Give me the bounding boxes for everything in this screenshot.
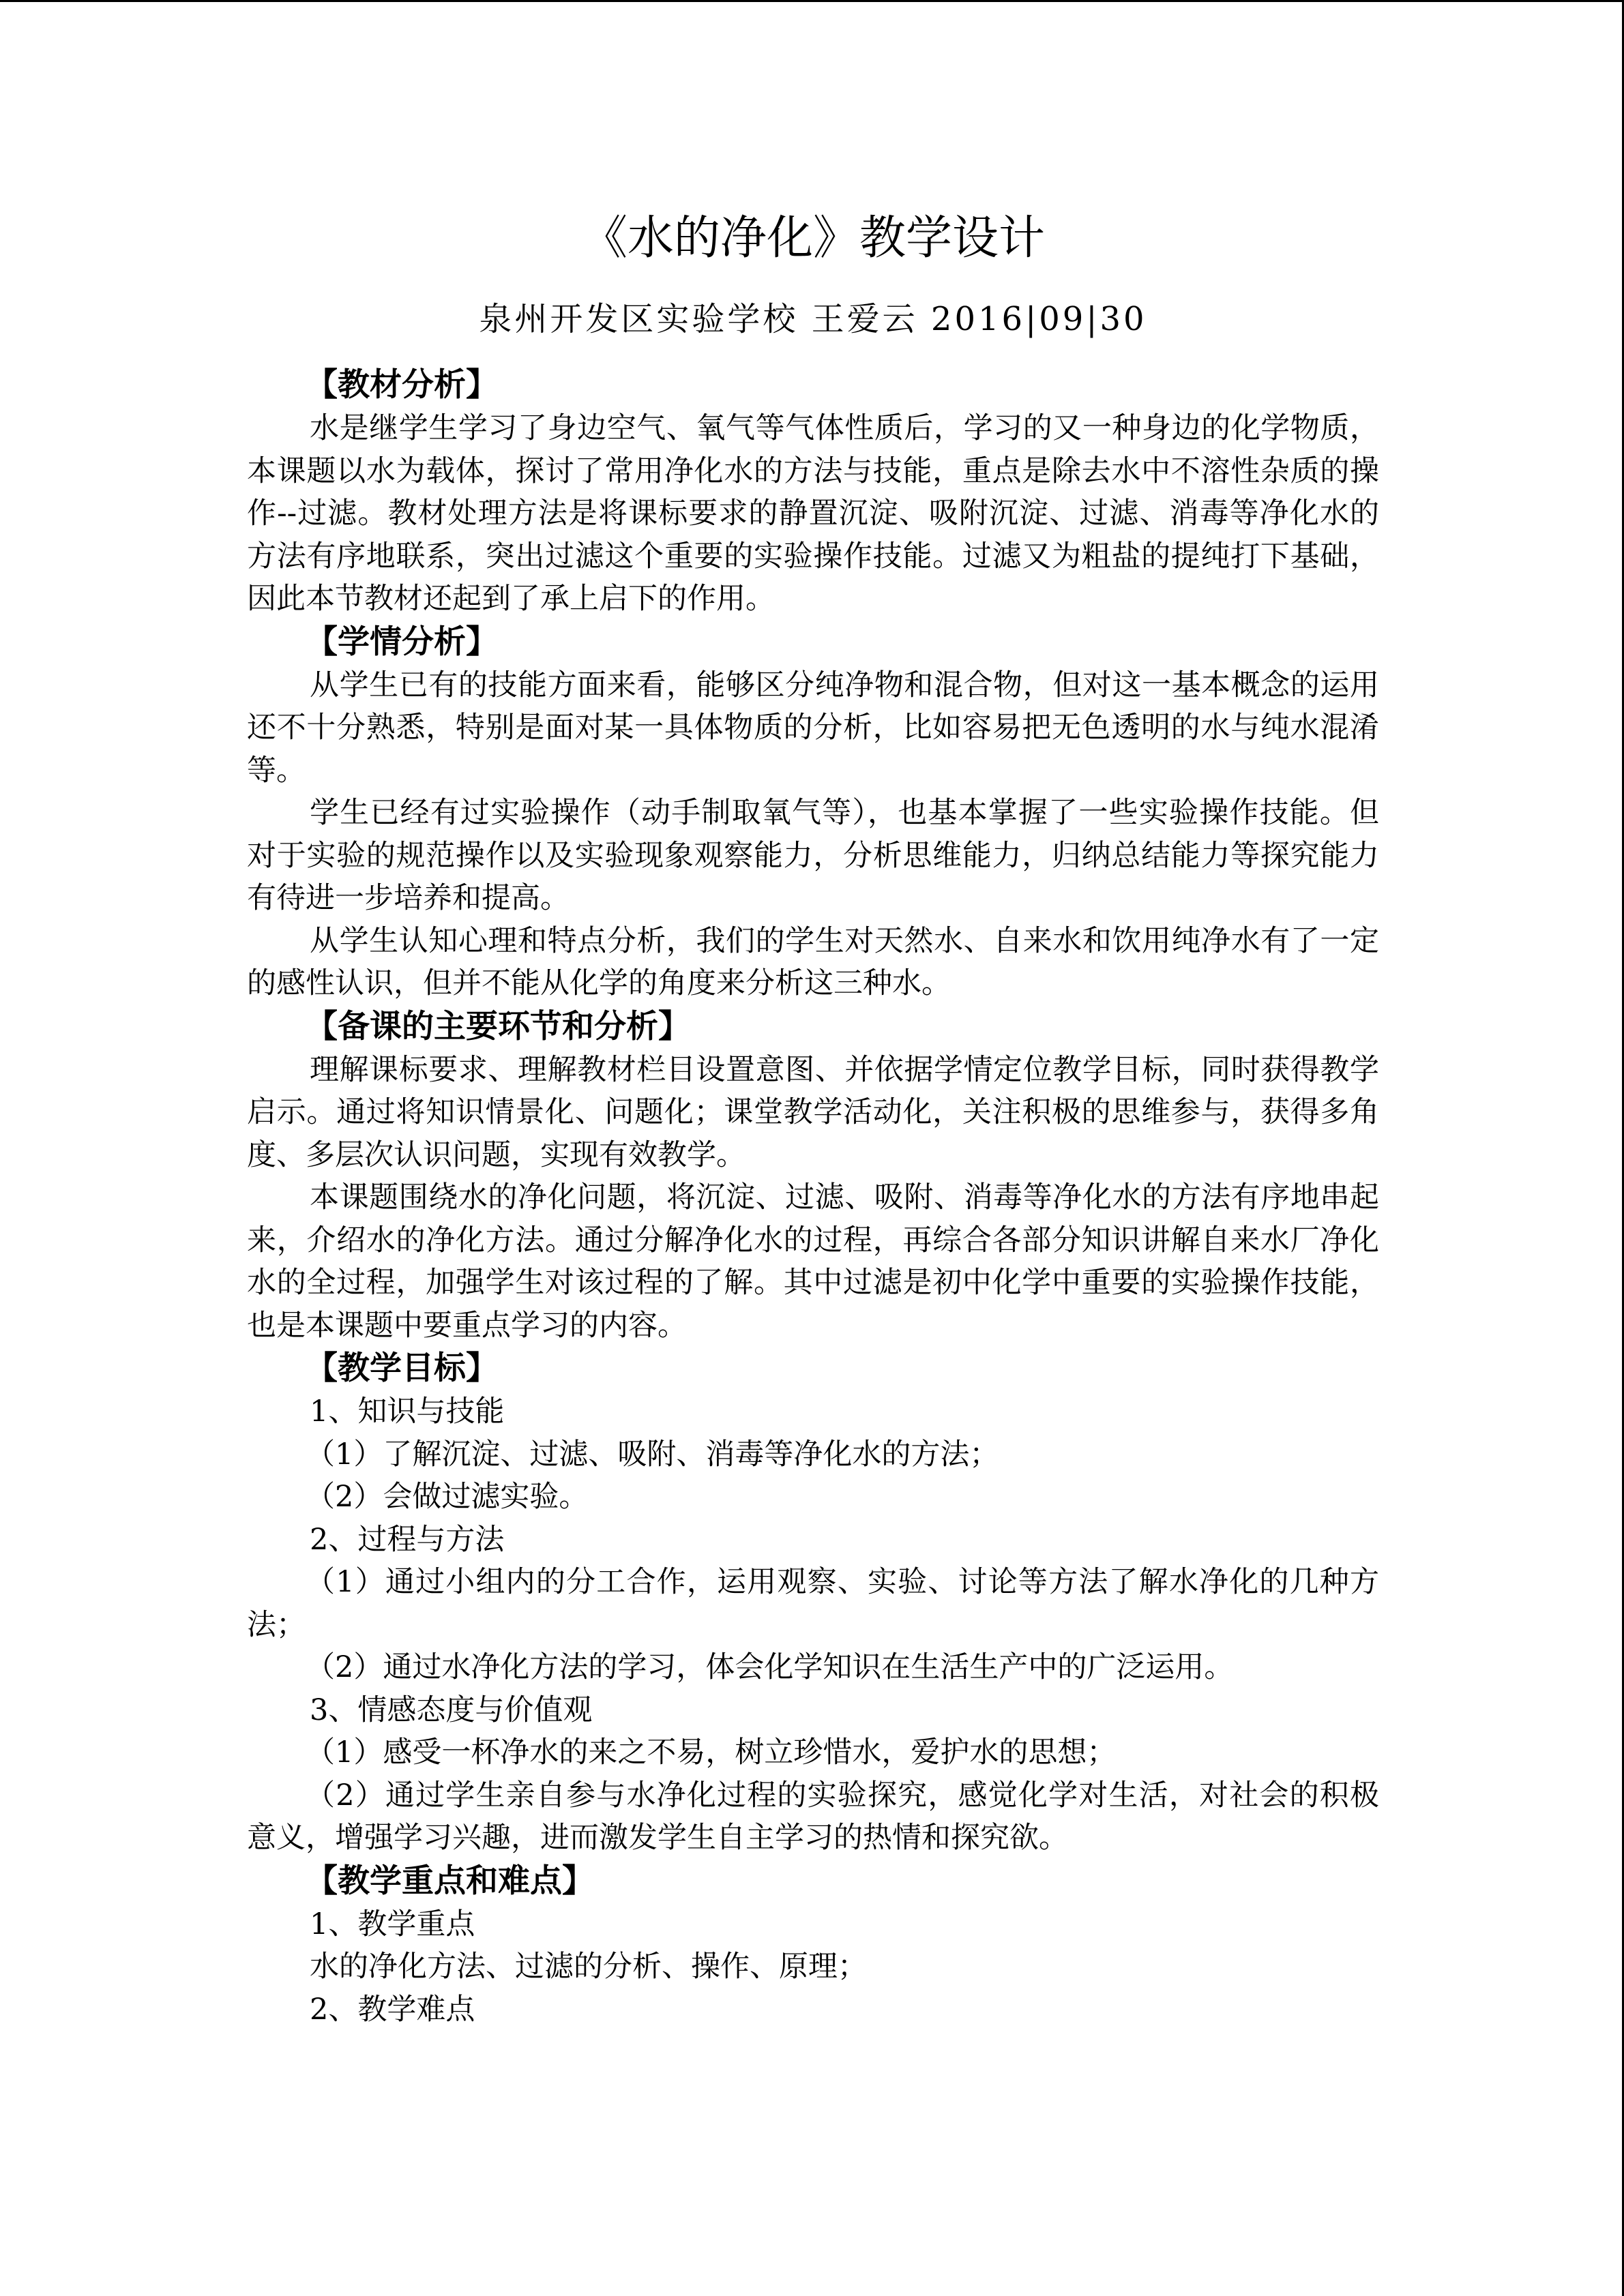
goal-item: （1）了解沉淀、过滤、吸附、消毒等净化水的方法； xyxy=(306,1437,999,1472)
heading-material-analysis: 【教材分析】 xyxy=(306,366,498,404)
document-body xyxy=(247,363,1379,2031)
keypoint-item: 水的净化方法、过滤的分析、操作、原理； xyxy=(310,1950,867,1984)
goal-item: （1）感受一杯净水的来之不易，树立珍惜水，爱护水的思想； xyxy=(306,1735,1117,1770)
paragraph: 本课题围绕水的净化问题，将沉淀、过滤、吸附、消毒等净化水的方法有序地串起来，介绍水的净化方法。通过分解净化水的过程，再综合各部分知识讲解自来水厂净化水的全过程，加强学生对该过程的了解。其中过滤是初中化学中重要的实验操作技能，也是本课题中要重点学习的内容。 xyxy=(247,1180,1379,1343)
page-border-top xyxy=(0,0,1624,2)
heading-lesson-prep: 【备课的主要环节和分析】 xyxy=(306,1007,690,1045)
goal-item: （1）通过小组内的分工合作，运用观察、实验、讨论等方法了解水净化的几种方法； xyxy=(247,1565,1379,1642)
goal-item: 3、情感态度与价值观 xyxy=(310,1693,593,1727)
goal-item: （2）会做过滤实验。 xyxy=(306,1480,589,1514)
paragraph: 学生已经有过实验操作（动手制取氧气等），也基本掌握了一些实验操作技能。但对于实验的规范操作以及实验现象观察能力，分析思维能力，归纳总结能力等探究能力有待进一步培养和提高。 xyxy=(247,796,1379,915)
goal-item: 2、过程与方法 xyxy=(310,1522,505,1557)
paragraph: 水是继学生学习了身边空气、氧气等气体性质后，学习的又一种身边的化学物质，本课题以水为载体，探讨了常用净化水的方法与技能，重点是除去水中不溶性杂质的操作--过滤。教材处理方法是将课标要求的静置沉淀、吸附沉淀、过滤、消毒等净化水的方法有序地联系，突出过滤这个重要的实验操作技能。过滤又为粗盐的提纯打下基础，因此本节教材还起到了承上启下的作用。 xyxy=(247,411,1379,616)
heading-key-points: 【教学重点和难点】 xyxy=(306,1862,594,1900)
heading-teaching-goals: 【教学目标】 xyxy=(306,1350,498,1387)
goal-item: 1、知识与技能 xyxy=(310,1395,505,1429)
goal-item: （2）通过学生亲自参与水净化过程的实验探究，感觉化学对生活，对社会的积极意义，增强学习兴趣，进而激发学生自主学习的热情和探究欲。 xyxy=(247,1778,1379,1855)
paragraph: 理解课标要求、理解教材栏目设置意图、并依据学情定位教学目标，同时获得教学启示。通过将知识情景化、问题化；课堂教学活动化，关注积极的思维参与，获得多角度、多层次认识问题，实现有效教学。 xyxy=(247,1052,1379,1172)
paragraph: 从学生认知心理和特点分析，我们的学生对天然水、自来水和饮用纯净水有了一定的感性认识，但并不能从化学的角度来分析这三种水。 xyxy=(247,923,1379,1000)
document-byline: 泉州开发区实验学校 王爱云 2016|09|30 xyxy=(479,300,1147,338)
goal-item: （2）通过水净化方法的学习，体会化学知识在生活生产中的广泛运用。 xyxy=(306,1650,1234,1684)
keypoint-item: 2、教学难点 xyxy=(310,1992,475,2027)
heading-learner-analysis: 【学情分析】 xyxy=(306,623,498,661)
document-title: 《水的净化》教学设计 xyxy=(580,211,1045,265)
paragraph: 从学生已有的技能方面来看，能够区分纯净物和混合物，但对这一基本概念的运用还不十分熟悉，特别是面对某一具体物质的分析，比如容易把无色透明的水与纯水混淆等。 xyxy=(247,668,1379,788)
keypoint-item: 1、教学重点 xyxy=(310,1907,475,1941)
